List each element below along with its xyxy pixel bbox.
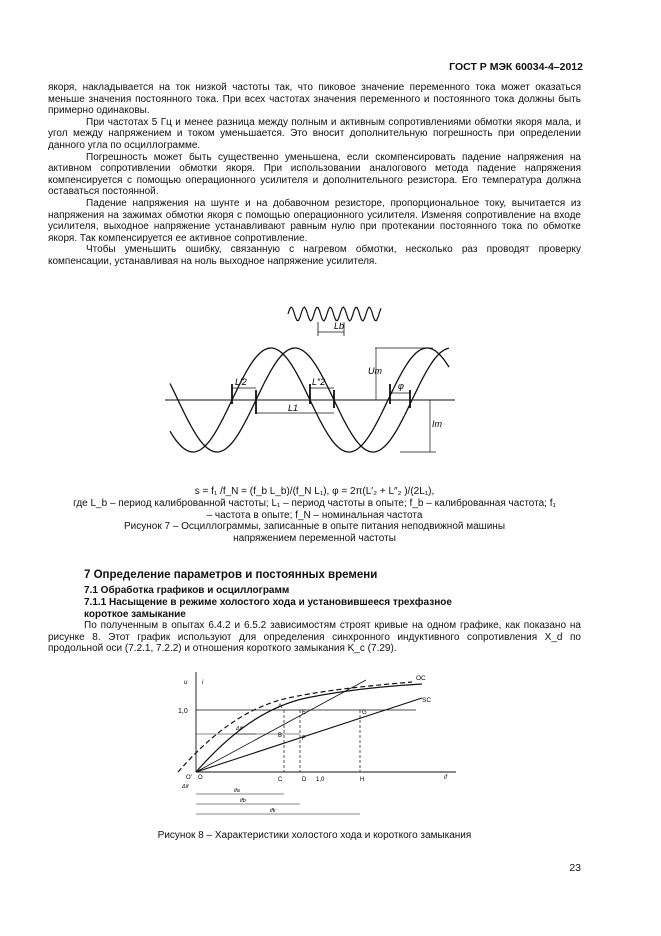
figure-7-caption-1: Рисунок 7 – Осциллограммы, записанные в опыте питания неподвижной машины: [123, 521, 505, 533]
label-im: Im: [432, 419, 442, 429]
label-o: O: [198, 775, 203, 781]
label-i: i: [202, 680, 204, 686]
figure-7-legend: [48, 486, 581, 545]
label-h: H: [360, 777, 365, 783]
section-title: 7 Определение параметров и постоянных времени: [84, 569, 378, 581]
paragraph-4: Падение напряжения на шунте и на добавочном резисторе, пропорциональное току, вычитается из напряжения на зажимах обмотки якоря с помощью операционного усилителя. Изменяя сопротивление на входе усилителя, выходное напряжение устанавливают равным нулю при протекании постоянного тока по обмотке якоря. Так компенсируется ее активное сопротивление.: [48, 197, 581, 244]
label-oc: OC: [416, 675, 426, 682]
paragraph-5: Чтобы уменьшить ошибку, связанную с нагревом обмотки, несколько раз проводят проверку компенсации, устанавливая на ноль выходное напряжение усилителя.: [48, 244, 581, 267]
label-f: F: [302, 736, 306, 742]
air-gap-line: [196, 680, 366, 772]
figure-7-oscillogram: [160, 296, 460, 456]
page-number: 23: [569, 862, 581, 874]
body-text: [48, 82, 581, 268]
label-ifa: ifa: [234, 788, 240, 794]
legend-line-1: где L_b – период калиброванной частоты; L₁ – период частоты в опыте; f_b – калиброванная частота; f₁: [73, 497, 556, 509]
label-delta-if: Δif: [236, 726, 243, 732]
figure-8-characteristics: [176, 668, 460, 820]
document-header: ГОСТ Р МЭК 60034-4–2012: [449, 61, 583, 73]
subsection-7-1-1: [84, 597, 581, 620]
label-delta-if-bottom: Δif: [182, 784, 189, 790]
oc-curve: [196, 684, 422, 772]
figure-8-caption: Рисунок 8 – Характеристики холостого хода и короткого замыкания: [157, 830, 472, 841]
label-um: Um: [368, 366, 382, 376]
label-b: B: [278, 733, 283, 739]
label-l1: L1: [288, 403, 299, 413]
label-sc: SC: [422, 697, 432, 704]
label-ifk: ifk: [270, 808, 276, 814]
paragraph-2: При частотах 5 Гц и менее разница между полным и активным сопротивлениями обмотки якоря мала, и угол между напряжением и током уменьшается. Это вносит дополнительную погрешность при определении данного угла по осциллограмме.: [48, 116, 581, 151]
label-e: E: [302, 710, 307, 716]
formula-line: s = f₁ /f_N = (f_b L_b)/(f_N L₁), φ = 2π(L′₂ + L″₂ )/(2L₁),: [194, 486, 435, 497]
label-lb: Lb: [334, 321, 345, 331]
label-a: A: [278, 704, 283, 710]
label-ifb: ifb: [240, 798, 246, 804]
label-c: C: [278, 777, 283, 783]
label-phi: φ: [398, 381, 404, 391]
section-paragraph: По полученным в опытах 6.4.2 и 6.5.2 зависимостям строят кривые на одном графике, как показано на рисунке 8. Этот график используют для определения синхронного индуктивного сопротивления X_d по продольной оси (7.2.1, 7.2.2) и отношения короткого замыкания K_c (7.29).: [48, 620, 581, 655]
sc-line: [196, 698, 422, 772]
label-one-y: 1,0: [178, 708, 188, 715]
label-l2-prime: L′2: [235, 377, 247, 387]
subsection-7-1: 7.1 Обработка графиков и осциллограмм: [84, 585, 290, 596]
calibration-ripple: [288, 307, 381, 321]
label-l2-double-prime: L″2: [312, 377, 326, 387]
paragraph-3: Погрешность может быть существенно уменьшена, если скомпенсировать падение напряжения на активном сопротивлении обмотки якоря. При использовании аналогового метода падение напряжения компенсируется с помощью операционного усилителя и дополнительного резистора. Его температура должна оставаться постоянной.: [48, 151, 581, 198]
subsection-7-1-1-line-1: 7.1.1 Насыщение в режиме холостого хода и установившееся трехфазное: [84, 597, 452, 608]
label-u: u: [184, 680, 188, 686]
label-if-axis: if: [444, 775, 447, 781]
label-d: D: [302, 777, 307, 783]
legend-line-2: – частота в опыте; f_N – номинальная частота: [206, 509, 423, 521]
figure-7-caption-2: напряжением переменной частоты: [233, 533, 396, 545]
paragraph-1: якоря, накладывается на ток низкой частоты так, что пиковое значение переменного тока может оказаться меньше значения постоянного тока. При всех частотах значения переменного и постоянного тока должны быть примерно одинаковы.: [48, 82, 581, 117]
label-one-x: 1,0: [316, 777, 325, 783]
oc-curve-shifted: [178, 682, 412, 772]
label-o-prime: O′: [186, 775, 192, 781]
subsection-7-1-1-line-2: короткое замыкание: [84, 608, 186, 620]
label-g: G: [362, 710, 367, 716]
